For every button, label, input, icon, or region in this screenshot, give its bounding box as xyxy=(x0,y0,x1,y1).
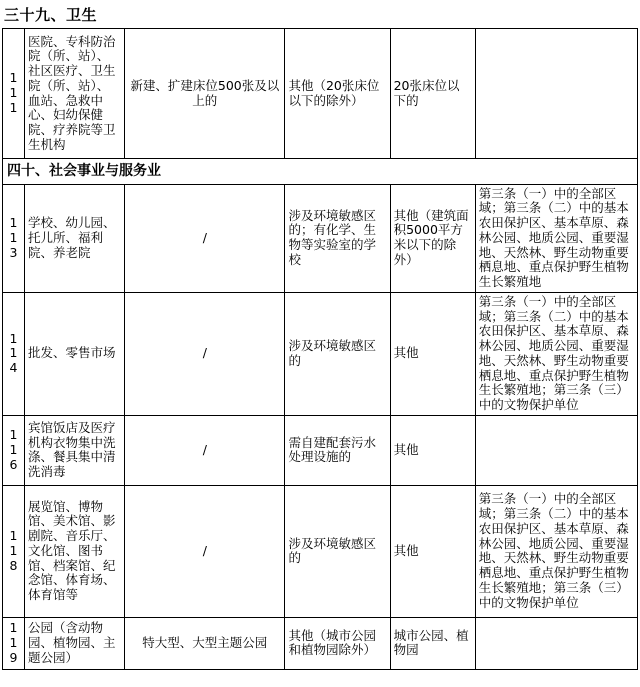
row-col-a: / xyxy=(125,292,285,415)
row-col-b: 涉及环境敏感区的；有化学、生物等实验室的学校 xyxy=(285,184,390,292)
page-title: 三十九、卫生 xyxy=(4,6,98,24)
row-col-d: 第三条（一）中的全部区域；第三条（二）中的基本农田保护区、基本草原、森林公园、地质公园、重要湿地、天然林、野生动物重要栖息地、重点保护野生植物生长繁殖地 xyxy=(475,184,637,292)
row-number: 1 1 9 xyxy=(3,617,25,669)
row-col-b: 其他（城市公园和植物园除外） xyxy=(285,617,390,669)
row-col-b: 涉及环境敏感区的 xyxy=(285,292,390,415)
row-col-b: 其他（20张床位以下的除外） xyxy=(285,29,390,159)
row-col-d: 第三条（一）中的全部区域；第三条（二）中的基本农田保护区、基本草原、森林公园、地质公园、重要湿地、天然林、野生动物重要栖息地、重点保护野生植物生长繁殖地；第三条（三）中的文物保护单位 xyxy=(475,485,637,617)
row-col-a: 新建、扩建床位500张及以上的 xyxy=(125,29,285,159)
row-col-b: 需自建配套污水处理设施的 xyxy=(285,415,390,485)
table-row xyxy=(3,485,638,617)
table-row xyxy=(3,617,638,669)
row-category: 批发、零售市场 xyxy=(25,292,125,415)
row-category: 公园（含动物园、植物园、主题公园） xyxy=(25,617,125,669)
row-col-a: / xyxy=(125,485,285,617)
row-col-d xyxy=(475,29,637,159)
section-title: 四十、社会事业与服务业 xyxy=(3,159,638,185)
row-col-a: 特大型、大型主题公园 xyxy=(125,617,285,669)
row-category: 宾馆饭店及医疗机构衣物集中洗涤、餐具集中清洗消毒 xyxy=(25,415,125,485)
row-number: 1 1 6 xyxy=(3,415,25,485)
row-category: 医院、专科防治院（所、站）、社区医疗、卫生院（所、站）、血站、急救中心、妇幼保健院、疗养院等卫生机构 xyxy=(25,29,125,159)
row-col-a: / xyxy=(125,184,285,292)
row-category: 展览馆、博物馆、美术馆、影剧院、音乐厅、文化馆、图书馆、档案馆、纪念馆、体育场、体育馆等 xyxy=(25,485,125,617)
row-col-c: 其他 xyxy=(390,485,475,617)
row-col-c: 城市公园、植物园 xyxy=(390,617,475,669)
table-row xyxy=(3,415,638,485)
row-col-c: 其他 xyxy=(390,415,475,485)
row-number: 1 1 4 xyxy=(3,292,25,415)
table-row xyxy=(3,29,638,159)
row-col-a: / xyxy=(125,415,285,485)
row-col-d: 第三条（一）中的全部区域；第三条（二）中的基本农田保护区、基本草原、森林公园、地质公园、重要湿地、天然林、野生动物重要栖息地、重点保护野生植物生长繁殖地；第三条（三）中的文物保护单位 xyxy=(475,292,637,415)
row-col-c: 其他（建筑面积5000平方米以下的除外） xyxy=(390,184,475,292)
section-header-row xyxy=(3,159,638,185)
table-row xyxy=(3,292,638,415)
table-row xyxy=(3,184,638,292)
row-number: 1 1 8 xyxy=(3,485,25,617)
row-col-c: 其他 xyxy=(390,292,475,415)
row-col-d xyxy=(475,415,637,485)
row-category: 学校、幼儿园、托儿所、福利院、养老院 xyxy=(25,184,125,292)
row-number: 1 1 3 xyxy=(3,184,25,292)
row-col-c: 20张床位以下的 xyxy=(390,29,475,159)
row-col-d xyxy=(475,617,637,669)
row-col-b: 涉及环境敏感区的 xyxy=(285,485,390,617)
regulation-table xyxy=(2,28,638,670)
row-number: 1 1 1 xyxy=(3,29,25,159)
